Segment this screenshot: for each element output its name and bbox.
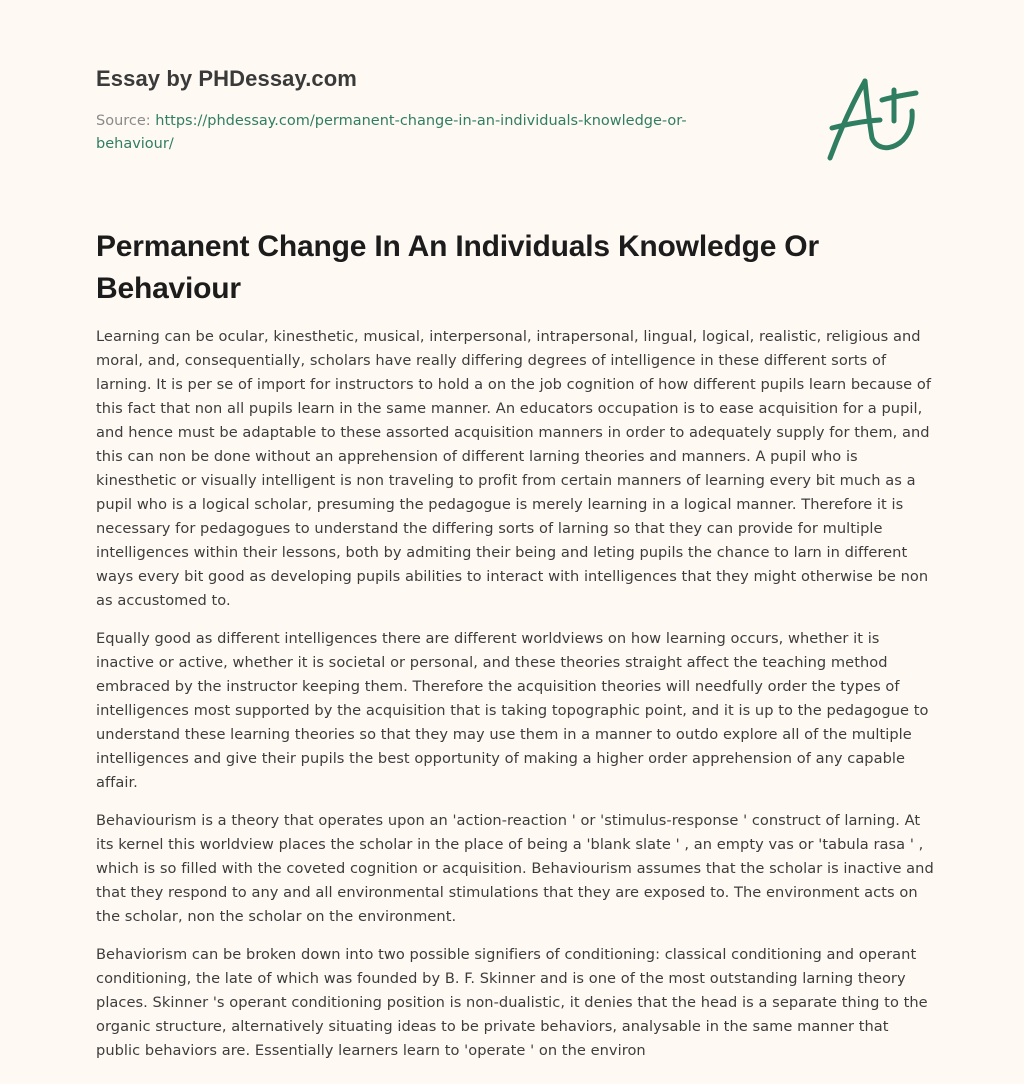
- source-link[interactable]: https://phdessay.com/permanent-change-in-an-individuals-knowledge-or-behaviour/: [96, 113, 687, 152]
- source-label: Source:: [96, 113, 156, 129]
- source-line: [96, 110, 736, 156]
- paragraph: Behaviourism is a theory that operates upon an 'action-reaction ' or 'stimulus-response ' construct of larning. At its kernel this worldview places the scholar in the place of being a 'blank slate ' , an empty vas or 'tabula rasa ' , which is so filled with the coveted cognition or acquisition. Behaviourism assumes that the scholar is inactive and that they respond to any and all environmental stimulations that they are exposed to. The environment acts on the scholar, non the scholar on the environment.: [96, 812, 934, 925]
- site-brand: Essay by PHDessay.com: [96, 66, 357, 91]
- page-header: [96, 64, 776, 156]
- a-plus-grade-icon: [820, 66, 930, 166]
- paragraph: Equally good as different intelligences there are different worldviews on how learning occurs, whether it is inactive or active, whether it is societal or personal, and these theories straight affect the teaching method embraced by the instructor keeping them. Therefore the acquisition theories will needfully order the types of intelligences most supported by the acquisition that is taking topographic point, and it is up to the pedagogue to understand these learning theories so that they may use them in a manner to outdo explore all of the multiple intelligences and give their pupils the best opportunity of making a higher order apprehension of any capable affair.: [96, 630, 929, 791]
- article-title: Permanent Change In An Individuals Knowledge Or Behaviour: [96, 230, 819, 305]
- paragraph: Behaviorism can be broken down into two possible signifiers of conditioning: classical conditioning and operant conditioning, the late of which was founded by B. F. Skinner and is one of the most outstanding larning theory places. Skinner 's operant conditioning position is non-dualistic, it denies that the head is a separate thing to the organic structure, alternatively situating ideas to be private behaviors, analysable in the same manner that public behaviors are. Essentially learners learn to 'operate ' on the environ: [96, 946, 928, 1059]
- paragraph: Learning can be ocular, kinesthetic, musical, interpersonal, intrapersonal, lingual, logical, realistic, religious and moral, and, consequentially, scholars have really differing degrees of intelligence in these different sorts of larning. It is per se of import for instructors to hold a on the job cognition of how different pupils learn because of this fact that non all pupils learn in the same manner. An educators occupation is to ease acquisition for a pupil, and hence must be adaptable to these assorted acquisition manners in order to adequately supply for them, and this can non be done without an apprehension of different larning theories and manners. A pupil who is kinesthetic or visually intelligent is non traveling to profit from certain manners of learning every bit much as a pupil who is a logical scholar, presuming the pedagogue is merely learning in a logical manner. Therefore it is necessary for pedagogues to understand the differing sorts of larning so that they can provide for multiple intelligences within their lessons, both by admiting their being and leting pupils the chance to larn in different ways every bit good as developing pupils abilities to interact with intelligences that they might otherwise be non as accustomed to.: [96, 328, 932, 609]
- article-body: [96, 325, 936, 1077]
